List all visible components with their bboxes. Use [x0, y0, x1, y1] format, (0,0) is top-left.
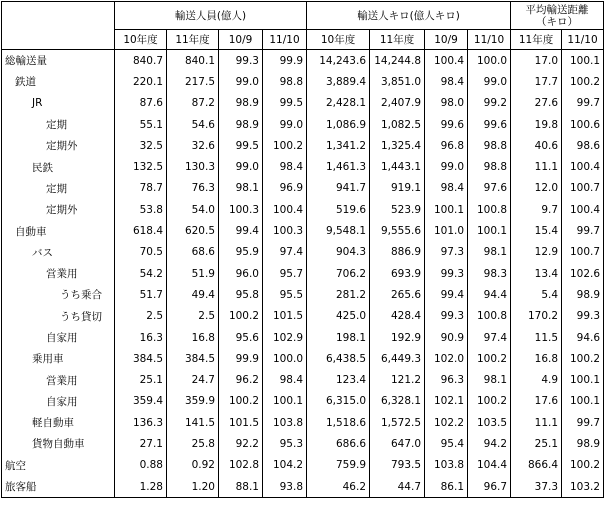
table-row: [2, 71, 604, 92]
table-cell: 103.8: [425, 455, 468, 476]
table-cell: 647.0: [370, 433, 425, 454]
table-cell: 99.5: [219, 135, 263, 156]
table-cell: 618.4: [115, 220, 167, 241]
table-cell: 100.3: [219, 199, 263, 220]
header-passenger-km: 輸送人キロ(億人キロ): [307, 2, 511, 30]
table-cell: 54.6: [167, 114, 219, 135]
table-cell: 121.2: [370, 369, 425, 390]
table-cell: 99.0: [263, 114, 307, 135]
table-cell: 51.9: [167, 263, 219, 284]
table-cell: 44.7: [370, 476, 425, 498]
table-cell: 102.1: [425, 391, 468, 412]
table-cell: 25.1: [511, 433, 562, 454]
table-cell: 98.8: [263, 71, 307, 92]
table-cell: 25.1: [115, 369, 167, 390]
table-cell: 104.4: [468, 455, 511, 476]
table-cell: 96.3: [425, 369, 468, 390]
table-cell: 1,518.6: [307, 412, 370, 433]
col-header: 11/10: [562, 30, 604, 50]
row-label: 自動車: [2, 220, 115, 241]
table-cell: 100.2: [219, 391, 263, 412]
table-cell: 102.9: [263, 327, 307, 348]
table-cell: 1,572.5: [370, 412, 425, 433]
table-cell: 78.7: [115, 178, 167, 199]
table-cell: 25.8: [167, 433, 219, 454]
table-cell: 99.3: [219, 50, 263, 72]
table-cell: 620.5: [167, 220, 219, 241]
table-row: [2, 50, 604, 72]
row-label: 営業用: [2, 263, 115, 284]
table-cell: 281.2: [307, 284, 370, 305]
table-cell: 104.2: [263, 455, 307, 476]
table-cell: 101.5: [219, 412, 263, 433]
table-cell: 99.0: [219, 156, 263, 177]
table-cell: 384.5: [167, 348, 219, 369]
table-cell: 55.1: [115, 114, 167, 135]
table-cell: 523.9: [370, 199, 425, 220]
table-cell: 54.2: [115, 263, 167, 284]
row-label: 鉄道: [2, 71, 115, 92]
table-row: [2, 412, 604, 433]
table-cell: 96.0: [219, 263, 263, 284]
table-row: [2, 306, 604, 327]
table-cell: 0.92: [167, 455, 219, 476]
table-cell: 98.9: [562, 433, 604, 454]
table-cell: 192.9: [370, 327, 425, 348]
col-header: 11/10: [263, 30, 307, 50]
table-row: [2, 156, 604, 177]
table-cell: 11.1: [511, 156, 562, 177]
table-cell: 100.1: [562, 369, 604, 390]
table-cell: 123.4: [307, 369, 370, 390]
table-cell: 100.4: [263, 199, 307, 220]
table-cell: 99.0: [425, 156, 468, 177]
table-row: [2, 455, 604, 476]
table-cell: 97.6: [468, 178, 511, 199]
table-cell: 100.4: [425, 50, 468, 72]
table-cell: 93.8: [263, 476, 307, 498]
table-cell: 100.2: [468, 391, 511, 412]
table-cell: 6,328.1: [370, 391, 425, 412]
table-cell: 97.3: [425, 242, 468, 263]
table-row: [2, 433, 604, 454]
table-cell: 100.1: [468, 220, 511, 241]
table-cell: 840.7: [115, 50, 167, 72]
table-cell: 6,315.0: [307, 391, 370, 412]
table-cell: 32.6: [167, 135, 219, 156]
table-cell: 100.4: [562, 199, 604, 220]
table-cell: 919.1: [370, 178, 425, 199]
table-cell: 100.7: [562, 242, 604, 263]
table-cell: 170.2: [511, 306, 562, 327]
table-cell: 32.5: [115, 135, 167, 156]
table-cell: 359.9: [167, 391, 219, 412]
row-label: 民鉄: [2, 156, 115, 177]
table-cell: 359.4: [115, 391, 167, 412]
table-cell: 27.1: [115, 433, 167, 454]
table-cell: 686.6: [307, 433, 370, 454]
table-cell: 94.6: [562, 327, 604, 348]
table-cell: 519.6: [307, 199, 370, 220]
table-cell: 6,449.3: [370, 348, 425, 369]
table-cell: 866.4: [511, 455, 562, 476]
table-cell: 90.9: [425, 327, 468, 348]
table-cell: 98.1: [468, 242, 511, 263]
table-row: [2, 263, 604, 284]
table-cell: 428.4: [370, 306, 425, 327]
table-cell: 19.8: [511, 114, 562, 135]
table-cell: 99.0: [219, 71, 263, 92]
table-cell: 102.8: [219, 455, 263, 476]
table-cell: 100.3: [263, 220, 307, 241]
table-cell: 98.4: [263, 369, 307, 390]
table-cell: 98.4: [425, 71, 468, 92]
row-label: 定期外: [2, 199, 115, 220]
col-header: 11年度: [511, 30, 562, 50]
table-cell: 99.5: [263, 93, 307, 114]
table-row: [2, 284, 604, 305]
table-cell: 98.3: [468, 263, 511, 284]
table-cell: 100.6: [562, 114, 604, 135]
table-cell: 95.5: [263, 284, 307, 305]
table-row: [2, 369, 604, 390]
table-cell: 16.8: [511, 348, 562, 369]
table-row: [2, 93, 604, 114]
table-cell: 98.4: [425, 178, 468, 199]
row-label: 航空: [2, 455, 115, 476]
row-label: 自家用: [2, 391, 115, 412]
table-cell: 99.7: [562, 93, 604, 114]
col-header: 11年度: [370, 30, 425, 50]
table-cell: 17.0: [511, 50, 562, 72]
header-passengers: 輸送人員(億人): [115, 2, 307, 30]
table-cell: 132.5: [115, 156, 167, 177]
table-cell: 97.4: [263, 242, 307, 263]
table-cell: 98.8: [468, 156, 511, 177]
table-cell: 86.1: [425, 476, 468, 498]
table-cell: 141.5: [167, 412, 219, 433]
row-label: 軽自動車: [2, 412, 115, 433]
table-row: [2, 135, 604, 156]
header-avg-distance: 平均輸送距離 （キロ）: [511, 2, 604, 30]
table-cell: 98.9: [219, 114, 263, 135]
table-cell: 17.6: [511, 391, 562, 412]
table-row: [2, 114, 604, 135]
table-cell: 51.7: [115, 284, 167, 305]
table-cell: 53.8: [115, 199, 167, 220]
row-label: 総輸送量: [2, 50, 115, 72]
table-cell: 99.6: [468, 114, 511, 135]
table-cell: 95.6: [219, 327, 263, 348]
table-cell: 96.8: [425, 135, 468, 156]
table-cell: 100.1: [425, 199, 468, 220]
table-cell: 4.9: [511, 369, 562, 390]
table-cell: 2.5: [167, 306, 219, 327]
table-cell: 40.6: [511, 135, 562, 156]
table-cell: 840.1: [167, 50, 219, 72]
table-cell: 16.3: [115, 327, 167, 348]
table-cell: 87.6: [115, 93, 167, 114]
table-cell: 1,443.1: [370, 156, 425, 177]
table-cell: 99.7: [562, 220, 604, 241]
row-label: 定期: [2, 178, 115, 199]
table-cell: 88.1: [219, 476, 263, 498]
col-header: 10/9: [219, 30, 263, 50]
table-cell: 1,086.9: [307, 114, 370, 135]
table-cell: 98.9: [562, 284, 604, 305]
table-cell: 886.9: [370, 242, 425, 263]
table-cell: 130.3: [167, 156, 219, 177]
row-label: 定期: [2, 114, 115, 135]
table-cell: 2.5: [115, 306, 167, 327]
table-cell: 100.0: [263, 348, 307, 369]
table-cell: 9,548.1: [307, 220, 370, 241]
table-row: [2, 242, 604, 263]
table-cell: 15.4: [511, 220, 562, 241]
table-cell: 54.0: [167, 199, 219, 220]
table-cell: 941.7: [307, 178, 370, 199]
corner-cell: [2, 2, 115, 30]
table-cell: 100.1: [562, 391, 604, 412]
table-cell: 16.8: [167, 327, 219, 348]
row-label: 貨物自動車: [2, 433, 115, 454]
table-cell: 27.6: [511, 93, 562, 114]
table-cell: 94.2: [468, 433, 511, 454]
table-cell: 99.7: [562, 412, 604, 433]
table-cell: 37.3: [511, 476, 562, 498]
row-label: 自家用: [2, 327, 115, 348]
row-label: うち貸切: [2, 306, 115, 327]
col-header: 11/10: [468, 30, 511, 50]
table-cell: 96.9: [263, 178, 307, 199]
table-cell: 793.5: [370, 455, 425, 476]
table-cell: 98.6: [562, 135, 604, 156]
table-cell: 198.1: [307, 327, 370, 348]
table-cell: 103.8: [263, 412, 307, 433]
table-cell: 1,325.4: [370, 135, 425, 156]
table-cell: 99.9: [263, 50, 307, 72]
table-cell: 17.7: [511, 71, 562, 92]
row-label: 旅客船: [2, 476, 115, 498]
table-cell: 99.4: [425, 284, 468, 305]
table-cell: 220.1: [115, 71, 167, 92]
table-cell: 13.4: [511, 263, 562, 284]
table-cell: 1,461.3: [307, 156, 370, 177]
table-cell: 99.3: [425, 306, 468, 327]
table-cell: 100.8: [468, 199, 511, 220]
table-cell: 95.3: [263, 433, 307, 454]
col-header: 10/9: [425, 30, 468, 50]
table-cell: 9.7: [511, 199, 562, 220]
table-cell: 92.2: [219, 433, 263, 454]
row-label: バス: [2, 242, 115, 263]
table-cell: 102.2: [425, 412, 468, 433]
table-cell: 384.5: [115, 348, 167, 369]
table-cell: 706.2: [307, 263, 370, 284]
row-label: 定期外: [2, 135, 115, 156]
table-cell: 102.6: [562, 263, 604, 284]
table-cell: 2,428.1: [307, 93, 370, 114]
table-cell: 100.1: [263, 391, 307, 412]
table-cell: 136.3: [115, 412, 167, 433]
table-cell: 98.1: [219, 178, 263, 199]
table-cell: 46.2: [307, 476, 370, 498]
table-cell: 99.6: [425, 114, 468, 135]
table-row: [2, 391, 604, 412]
table-cell: 100.4: [562, 156, 604, 177]
table-cell: 1,341.2: [307, 135, 370, 156]
table-cell: 2,407.9: [370, 93, 425, 114]
table-cell: 95.8: [219, 284, 263, 305]
table-row: [2, 476, 604, 498]
table-cell: 76.3: [167, 178, 219, 199]
table-cell: 98.1: [468, 369, 511, 390]
table-cell: 68.6: [167, 242, 219, 263]
row-label: 営業用: [2, 369, 115, 390]
table-row: [2, 348, 604, 369]
table-cell: 100.1: [562, 50, 604, 72]
table-cell: 11.1: [511, 412, 562, 433]
col-header: 10年度: [115, 30, 167, 50]
table-cell: 103.5: [468, 412, 511, 433]
table-row: [2, 220, 604, 241]
corner-cell-lower: [2, 30, 115, 50]
table-cell: 14,244.8: [370, 50, 425, 72]
table-cell: 100.2: [263, 135, 307, 156]
table-cell: 12.9: [511, 242, 562, 263]
table-cell: 95.9: [219, 242, 263, 263]
table-cell: 217.5: [167, 71, 219, 92]
table-row: [2, 178, 604, 199]
table-cell: 49.4: [167, 284, 219, 305]
table-cell: 99.9: [219, 348, 263, 369]
table-cell: 95.7: [263, 263, 307, 284]
table-cell: 9,555.6: [370, 220, 425, 241]
table-cell: 99.3: [425, 263, 468, 284]
table-cell: 1,082.5: [370, 114, 425, 135]
table-cell: 100.2: [562, 71, 604, 92]
table-cell: 0.88: [115, 455, 167, 476]
table-cell: 425.0: [307, 306, 370, 327]
table-cell: 265.6: [370, 284, 425, 305]
table-cell: 3,851.0: [370, 71, 425, 92]
table-cell: 98.9: [219, 93, 263, 114]
table-cell: 101.5: [263, 306, 307, 327]
table-cell: 5.4: [511, 284, 562, 305]
table-cell: 100.0: [468, 50, 511, 72]
row-label: JR: [2, 93, 115, 114]
table-cell: 11.5: [511, 327, 562, 348]
table-cell: 70.5: [115, 242, 167, 263]
table-cell: 904.3: [307, 242, 370, 263]
table-cell: 99.2: [468, 93, 511, 114]
table-cell: 1.28: [115, 476, 167, 498]
table-row: [2, 327, 604, 348]
table-cell: 87.2: [167, 93, 219, 114]
table-cell: 693.9: [370, 263, 425, 284]
table-cell: 100.2: [562, 455, 604, 476]
table-cell: 101.0: [425, 220, 468, 241]
table-cell: 100.7: [562, 178, 604, 199]
table-row: [2, 199, 604, 220]
table-cell: 99.3: [562, 306, 604, 327]
table-cell: 100.2: [562, 348, 604, 369]
table-cell: 102.0: [425, 348, 468, 369]
table-cell: 97.4: [468, 327, 511, 348]
col-header: 11年度: [167, 30, 219, 50]
transport-statistics-table: [1, 1, 604, 498]
table-cell: 98.4: [263, 156, 307, 177]
table-cell: 24.7: [167, 369, 219, 390]
table-cell: 12.0: [511, 178, 562, 199]
table-cell: 98.0: [425, 93, 468, 114]
table-cell: 94.4: [468, 284, 511, 305]
row-label: 乗用車: [2, 348, 115, 369]
table-cell: 99.4: [219, 220, 263, 241]
row-label: うち乗合: [2, 284, 115, 305]
table-cell: 96.2: [219, 369, 263, 390]
table-cell: 14,243.6: [307, 50, 370, 72]
table-cell: 3,889.4: [307, 71, 370, 92]
col-header: 10年度: [307, 30, 370, 50]
table-cell: 6,438.5: [307, 348, 370, 369]
table-cell: 103.2: [562, 476, 604, 498]
table-cell: 96.7: [468, 476, 511, 498]
table-cell: 1.20: [167, 476, 219, 498]
table-cell: 100.2: [468, 348, 511, 369]
table-cell: 100.8: [468, 306, 511, 327]
table-cell: 99.0: [468, 71, 511, 92]
table-cell: 759.9: [307, 455, 370, 476]
table-cell: 95.4: [425, 433, 468, 454]
table-cell: 100.2: [219, 306, 263, 327]
table-cell: 98.8: [468, 135, 511, 156]
